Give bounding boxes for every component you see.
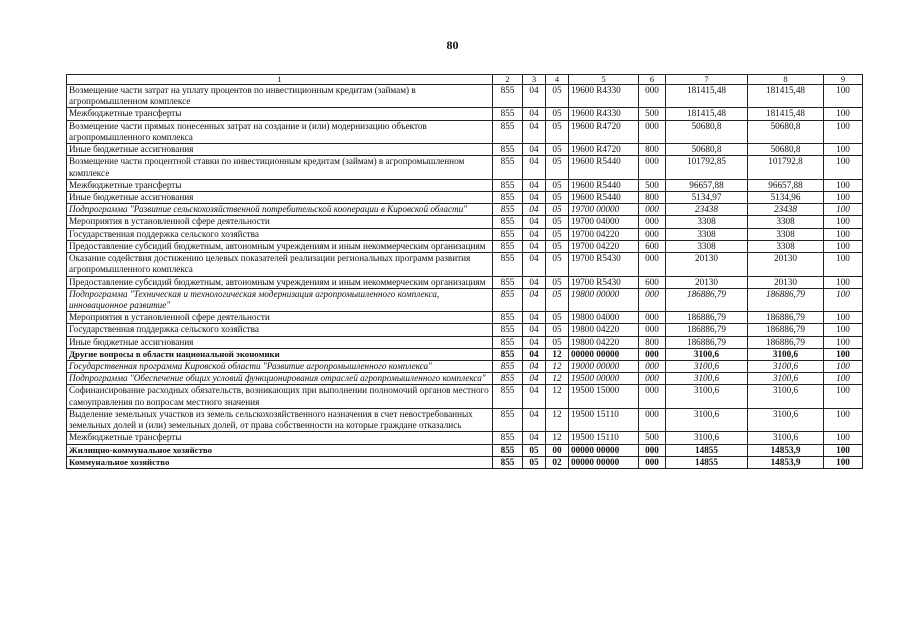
subsection-cell: 05 bbox=[546, 324, 569, 336]
section-cell: 04 bbox=[523, 312, 546, 324]
row-name-cell: Возмещение части прямых понесенных затрат на создание и (или) модернизацию объектов агропромышленного комплекса bbox=[67, 120, 493, 143]
admin-code-cell: 855 bbox=[493, 191, 523, 203]
executed-amount-cell: 3308 bbox=[748, 216, 824, 228]
admin-code-cell: 855 bbox=[493, 228, 523, 240]
row-name-cell: Мероприятия в установленной сфере деятельности bbox=[67, 312, 493, 324]
table-row bbox=[67, 120, 863, 143]
admin-code-cell: 855 bbox=[493, 373, 523, 385]
subsection-cell: 05 bbox=[546, 253, 569, 276]
executed-amount-cell: 50680,8 bbox=[748, 120, 824, 143]
executed-amount-cell: 23438 bbox=[748, 204, 824, 216]
subsection-cell: 12 bbox=[546, 432, 569, 444]
table-row bbox=[67, 108, 863, 120]
executed-amount-cell: 3100,6 bbox=[748, 373, 824, 385]
target-article-cell: 19700 R5430 bbox=[569, 253, 639, 276]
column-header: 3 bbox=[523, 75, 546, 85]
row-name-cell: Подпрограмма "Развитие сельскохозяйственной потребительской кооперации в Кировской области" bbox=[67, 204, 493, 216]
table-row bbox=[67, 85, 863, 108]
header-row bbox=[67, 75, 863, 85]
expense-type-cell: 800 bbox=[639, 336, 666, 348]
planned-amount-cell: 186886,79 bbox=[666, 312, 748, 324]
row-name-cell: Государственная поддержка сельского хозяйства bbox=[67, 324, 493, 336]
section-cell: 04 bbox=[523, 288, 546, 311]
executed-amount-cell: 3100,6 bbox=[748, 385, 824, 408]
admin-code-cell: 855 bbox=[493, 385, 523, 408]
expense-type-cell: 000 bbox=[639, 408, 666, 431]
table-row bbox=[67, 408, 863, 431]
expense-type-cell: 500 bbox=[639, 179, 666, 191]
executed-amount-cell: 186886,79 bbox=[748, 324, 824, 336]
expense-type-cell: 000 bbox=[639, 288, 666, 311]
table-row bbox=[67, 444, 863, 456]
admin-code-cell: 855 bbox=[493, 216, 523, 228]
target-article-cell: 19600 R5440 bbox=[569, 191, 639, 203]
section-cell: 04 bbox=[523, 276, 546, 288]
planned-amount-cell: 3100,6 bbox=[666, 385, 748, 408]
target-article-cell: 00000 00000 bbox=[569, 456, 639, 468]
section-cell: 04 bbox=[523, 324, 546, 336]
expense-type-cell: 500 bbox=[639, 108, 666, 120]
target-article-cell: 19700 04000 bbox=[569, 216, 639, 228]
table-row bbox=[67, 324, 863, 336]
percent-cell: 100 bbox=[824, 373, 863, 385]
subsection-cell: 12 bbox=[546, 385, 569, 408]
executed-amount-cell: 186886,79 bbox=[748, 336, 824, 348]
percent-cell: 100 bbox=[824, 108, 863, 120]
executed-amount-cell: 186886,79 bbox=[748, 312, 824, 324]
subsection-cell: 05 bbox=[546, 228, 569, 240]
target-article-cell: 19500 00000 bbox=[569, 373, 639, 385]
admin-code-cell: 855 bbox=[493, 456, 523, 468]
percent-cell: 100 bbox=[824, 253, 863, 276]
percent-cell: 100 bbox=[824, 312, 863, 324]
planned-amount-cell: 3100,6 bbox=[666, 432, 748, 444]
row-name-cell: Возмещение части процентной ставки по инвестиционным кредитам (займам) в агропромышленном комплексе bbox=[67, 156, 493, 179]
admin-code-cell: 855 bbox=[493, 144, 523, 156]
row-name-cell: Государственная программа Кировской области "Развитие агропромышленного комплекса" bbox=[67, 361, 493, 373]
admin-code-cell: 855 bbox=[493, 432, 523, 444]
expense-type-cell: 000 bbox=[639, 204, 666, 216]
row-name-cell: Другие вопросы в области национальной экономики bbox=[67, 348, 493, 360]
section-cell: 04 bbox=[523, 85, 546, 108]
row-name-cell: Коммунальное хозяйство bbox=[67, 456, 493, 468]
expense-type-cell: 000 bbox=[639, 312, 666, 324]
table-row bbox=[67, 144, 863, 156]
executed-amount-cell: 101792,8 bbox=[748, 156, 824, 179]
section-cell: 05 bbox=[523, 456, 546, 468]
row-name-cell: Межбюджетные трансферты bbox=[67, 108, 493, 120]
percent-cell: 100 bbox=[824, 432, 863, 444]
subsection-cell: 05 bbox=[546, 204, 569, 216]
row-name-cell: Подпрограмма "Обеспечение общих условий функционирования отраслей агропромышленного комплекса" bbox=[67, 373, 493, 385]
executed-amount-cell: 181415,48 bbox=[748, 108, 824, 120]
target-article-cell: 19800 04000 bbox=[569, 312, 639, 324]
admin-code-cell: 855 bbox=[493, 336, 523, 348]
percent-cell: 100 bbox=[824, 191, 863, 203]
subsection-cell: 05 bbox=[546, 288, 569, 311]
percent-cell: 100 bbox=[824, 216, 863, 228]
percent-cell: 100 bbox=[824, 156, 863, 179]
expense-type-cell: 600 bbox=[639, 276, 666, 288]
expense-type-cell: 000 bbox=[639, 120, 666, 143]
column-header: 4 bbox=[546, 75, 569, 85]
expense-type-cell: 000 bbox=[639, 228, 666, 240]
target-article-cell: 19800 04220 bbox=[569, 336, 639, 348]
executed-amount-cell: 3308 bbox=[748, 228, 824, 240]
planned-amount-cell: 186886,79 bbox=[666, 324, 748, 336]
section-cell: 04 bbox=[523, 120, 546, 143]
row-name-cell: Возмещение части затрат на уплату процентов по инвестиционным кредитам (займам) в агропромышленном комплексе bbox=[67, 85, 493, 108]
admin-code-cell: 855 bbox=[493, 361, 523, 373]
planned-amount-cell: 50680,8 bbox=[666, 120, 748, 143]
row-name-cell: Иные бюджетные ассигнования bbox=[67, 336, 493, 348]
admin-code-cell: 855 bbox=[493, 408, 523, 431]
subsection-cell: 05 bbox=[546, 216, 569, 228]
admin-code-cell: 855 bbox=[493, 312, 523, 324]
percent-cell: 100 bbox=[824, 408, 863, 431]
target-article-cell: 19700 R5430 bbox=[569, 276, 639, 288]
admin-code-cell: 855 bbox=[493, 156, 523, 179]
percent-cell: 100 bbox=[824, 204, 863, 216]
planned-amount-cell: 5134,97 bbox=[666, 191, 748, 203]
executed-amount-cell: 14853,9 bbox=[748, 444, 824, 456]
target-article-cell: 19700 04220 bbox=[569, 240, 639, 252]
admin-code-cell: 855 bbox=[493, 85, 523, 108]
target-article-cell: 00000 00000 bbox=[569, 348, 639, 360]
column-header: 6 bbox=[639, 75, 666, 85]
section-cell: 04 bbox=[523, 361, 546, 373]
target-article-cell: 19600 R5440 bbox=[569, 156, 639, 179]
subsection-cell: 12 bbox=[546, 361, 569, 373]
percent-cell: 100 bbox=[824, 85, 863, 108]
target-article-cell: 19600 R4330 bbox=[569, 85, 639, 108]
row-name-cell: Выделение земельных участков из земель сельскохозяйственного назначения в счет невостребованных земельных долей и (или) земельных долей, от права собственности на которые граждане отказались bbox=[67, 408, 493, 431]
subsection-cell: 05 bbox=[546, 336, 569, 348]
subsection-cell: 05 bbox=[546, 108, 569, 120]
planned-amount-cell: 20130 bbox=[666, 276, 748, 288]
planned-amount-cell: 3100,6 bbox=[666, 408, 748, 431]
planned-amount-cell: 50680,8 bbox=[666, 144, 748, 156]
percent-cell: 100 bbox=[824, 444, 863, 456]
subsection-cell: 05 bbox=[546, 191, 569, 203]
percent-cell: 100 bbox=[824, 144, 863, 156]
target-article-cell: 19500 15000 bbox=[569, 385, 639, 408]
admin-code-cell: 855 bbox=[493, 204, 523, 216]
row-name-cell: Государственная поддержка сельского хозяйства bbox=[67, 228, 493, 240]
column-header: 1 bbox=[67, 75, 493, 85]
section-cell: 04 bbox=[523, 179, 546, 191]
section-cell: 04 bbox=[523, 240, 546, 252]
expense-type-cell: 000 bbox=[639, 456, 666, 468]
executed-amount-cell: 3100,6 bbox=[748, 408, 824, 431]
percent-cell: 100 bbox=[824, 228, 863, 240]
expense-type-cell: 000 bbox=[639, 156, 666, 179]
column-header: 8 bbox=[748, 75, 824, 85]
admin-code-cell: 855 bbox=[493, 253, 523, 276]
admin-code-cell: 855 bbox=[493, 324, 523, 336]
table-row bbox=[67, 456, 863, 468]
expense-type-cell: 000 bbox=[639, 385, 666, 408]
target-article-cell: 19000 00000 bbox=[569, 361, 639, 373]
planned-amount-cell: 23438 bbox=[666, 204, 748, 216]
admin-code-cell: 855 bbox=[493, 444, 523, 456]
executed-amount-cell: 3100,6 bbox=[748, 348, 824, 360]
planned-amount-cell: 14855 bbox=[666, 456, 748, 468]
row-name-cell: Межбюджетные трансферты bbox=[67, 432, 493, 444]
subsection-cell: 02 bbox=[546, 456, 569, 468]
executed-amount-cell: 96657,88 bbox=[748, 179, 824, 191]
subsection-cell: 12 bbox=[546, 348, 569, 360]
table-row bbox=[67, 288, 863, 311]
admin-code-cell: 855 bbox=[493, 348, 523, 360]
subsection-cell: 12 bbox=[546, 408, 569, 431]
expense-type-cell: 500 bbox=[639, 432, 666, 444]
section-cell: 04 bbox=[523, 253, 546, 276]
planned-amount-cell: 186886,79 bbox=[666, 336, 748, 348]
percent-cell: 100 bbox=[824, 120, 863, 143]
target-article-cell: 19800 00000 bbox=[569, 288, 639, 311]
section-cell: 04 bbox=[523, 373, 546, 385]
table-row bbox=[67, 240, 863, 252]
section-cell: 04 bbox=[523, 385, 546, 408]
expense-type-cell: 000 bbox=[639, 253, 666, 276]
expense-type-cell: 800 bbox=[639, 144, 666, 156]
row-name-cell: Оказание содействия достижению целевых показателей реализации региональных программ развития агропромышленного комплекса bbox=[67, 253, 493, 276]
admin-code-cell: 855 bbox=[493, 179, 523, 191]
target-article-cell: 19800 04220 bbox=[569, 324, 639, 336]
target-article-cell: 19500 15110 bbox=[569, 432, 639, 444]
executed-amount-cell: 5134,96 bbox=[748, 191, 824, 203]
admin-code-cell: 855 bbox=[493, 108, 523, 120]
planned-amount-cell: 96657,88 bbox=[666, 179, 748, 191]
target-article-cell: 19600 R4720 bbox=[569, 120, 639, 143]
expense-type-cell: 600 bbox=[639, 240, 666, 252]
table-row bbox=[67, 312, 863, 324]
target-article-cell: 19600 R5440 bbox=[569, 179, 639, 191]
executed-amount-cell: 20130 bbox=[748, 253, 824, 276]
section-cell: 04 bbox=[523, 408, 546, 431]
admin-code-cell: 855 bbox=[493, 288, 523, 311]
admin-code-cell: 855 bbox=[493, 240, 523, 252]
row-name-cell: Жилищно-коммунальное хозяйство bbox=[67, 444, 493, 456]
percent-cell: 100 bbox=[824, 288, 863, 311]
column-header: 2 bbox=[493, 75, 523, 85]
percent-cell: 100 bbox=[824, 324, 863, 336]
section-cell: 04 bbox=[523, 336, 546, 348]
expense-type-cell: 000 bbox=[639, 373, 666, 385]
planned-amount-cell: 3308 bbox=[666, 240, 748, 252]
row-name-cell: Софинансирование расходных обязательств, возникающих при выполнении полномочий органов местного самоуправления по вопросам местного значения bbox=[67, 385, 493, 408]
planned-amount-cell: 181415,48 bbox=[666, 85, 748, 108]
table-row bbox=[67, 348, 863, 360]
section-cell: 04 bbox=[523, 144, 546, 156]
table-row bbox=[67, 204, 863, 216]
row-name-cell: Межбюджетные трансферты bbox=[67, 179, 493, 191]
subsection-cell: 05 bbox=[546, 179, 569, 191]
planned-amount-cell: 186886,79 bbox=[666, 288, 748, 311]
executed-amount-cell: 50680,8 bbox=[748, 144, 824, 156]
row-name-cell: Иные бюджетные ассигнования bbox=[67, 144, 493, 156]
percent-cell: 100 bbox=[824, 240, 863, 252]
planned-amount-cell: 14855 bbox=[666, 444, 748, 456]
table-row bbox=[67, 191, 863, 203]
table-row bbox=[67, 228, 863, 240]
table-row bbox=[67, 253, 863, 276]
percent-cell: 100 bbox=[824, 179, 863, 191]
admin-code-cell: 855 bbox=[493, 120, 523, 143]
row-name-cell: Мероприятия в установленной сфере деятельности bbox=[67, 216, 493, 228]
percent-cell: 100 bbox=[824, 385, 863, 408]
target-article-cell: 19700 00000 bbox=[569, 204, 639, 216]
section-cell: 04 bbox=[523, 216, 546, 228]
subsection-cell: 05 bbox=[546, 276, 569, 288]
table-row bbox=[67, 385, 863, 408]
target-article-cell: 19500 15110 bbox=[569, 408, 639, 431]
section-cell: 04 bbox=[523, 204, 546, 216]
subsection-cell: 05 bbox=[546, 144, 569, 156]
subsection-cell: 00 bbox=[546, 444, 569, 456]
budget-table bbox=[66, 74, 863, 469]
expense-type-cell: 000 bbox=[639, 216, 666, 228]
executed-amount-cell: 3100,6 bbox=[748, 432, 824, 444]
target-article-cell: 19600 R4330 bbox=[569, 108, 639, 120]
planned-amount-cell: 3308 bbox=[666, 228, 748, 240]
expense-type-cell: 000 bbox=[639, 85, 666, 108]
percent-cell: 100 bbox=[824, 348, 863, 360]
executed-amount-cell: 3308 bbox=[748, 240, 824, 252]
expense-type-cell: 000 bbox=[639, 348, 666, 360]
admin-code-cell: 855 bbox=[493, 276, 523, 288]
target-article-cell: 19600 R4720 bbox=[569, 144, 639, 156]
percent-cell: 100 bbox=[824, 336, 863, 348]
row-name-cell: Подпрограмма "Техническая и технологическая модернизация агропромышленного комплекса, инновационное развитие" bbox=[67, 288, 493, 311]
section-cell: 05 bbox=[523, 444, 546, 456]
row-name-cell: Иные бюджетные ассигнования bbox=[67, 191, 493, 203]
planned-amount-cell: 3100,6 bbox=[666, 373, 748, 385]
section-cell: 04 bbox=[523, 432, 546, 444]
planned-amount-cell: 3100,6 bbox=[666, 361, 748, 373]
column-header: 5 bbox=[569, 75, 639, 85]
subsection-cell: 05 bbox=[546, 240, 569, 252]
target-article-cell: 00000 00000 bbox=[569, 444, 639, 456]
row-name-cell: Предоставление субсидий бюджетным, автономным учреждениям и иным некоммерческим организациям bbox=[67, 276, 493, 288]
executed-amount-cell: 20130 bbox=[748, 276, 824, 288]
executed-amount-cell: 186886,79 bbox=[748, 288, 824, 311]
target-article-cell: 19700 04220 bbox=[569, 228, 639, 240]
subsection-cell: 05 bbox=[546, 312, 569, 324]
planned-amount-cell: 181415,48 bbox=[666, 108, 748, 120]
percent-cell: 100 bbox=[824, 456, 863, 468]
expense-type-cell: 000 bbox=[639, 324, 666, 336]
column-header: 7 bbox=[666, 75, 748, 85]
table-row bbox=[67, 156, 863, 179]
table-row bbox=[67, 361, 863, 373]
column-header: 9 bbox=[824, 75, 863, 85]
table-row bbox=[67, 216, 863, 228]
section-cell: 04 bbox=[523, 348, 546, 360]
section-cell: 04 bbox=[523, 228, 546, 240]
page-number: 80 bbox=[446, 38, 459, 52]
percent-cell: 100 bbox=[824, 361, 863, 373]
subsection-cell: 12 bbox=[546, 373, 569, 385]
table-row bbox=[67, 432, 863, 444]
subsection-cell: 05 bbox=[546, 85, 569, 108]
executed-amount-cell: 14853,9 bbox=[748, 456, 824, 468]
subsection-cell: 05 bbox=[546, 156, 569, 179]
planned-amount-cell: 20130 bbox=[666, 253, 748, 276]
table-row bbox=[67, 336, 863, 348]
planned-amount-cell: 101792,85 bbox=[666, 156, 748, 179]
expense-type-cell: 000 bbox=[639, 444, 666, 456]
executed-amount-cell: 181415,48 bbox=[748, 85, 824, 108]
section-cell: 04 bbox=[523, 108, 546, 120]
table-row bbox=[67, 179, 863, 191]
table-row bbox=[67, 373, 863, 385]
planned-amount-cell: 3100,6 bbox=[666, 348, 748, 360]
executed-amount-cell: 3100,6 bbox=[748, 361, 824, 373]
section-cell: 04 bbox=[523, 191, 546, 203]
expense-type-cell: 800 bbox=[639, 191, 666, 203]
planned-amount-cell: 3308 bbox=[666, 216, 748, 228]
expense-type-cell: 000 bbox=[639, 361, 666, 373]
section-cell: 04 bbox=[523, 156, 546, 179]
subsection-cell: 05 bbox=[546, 120, 569, 143]
row-name-cell: Предоставление субсидий бюджетным, автономным учреждениям и иным некоммерческим организациям bbox=[67, 240, 493, 252]
percent-cell: 100 bbox=[824, 276, 863, 288]
table-row bbox=[67, 276, 863, 288]
